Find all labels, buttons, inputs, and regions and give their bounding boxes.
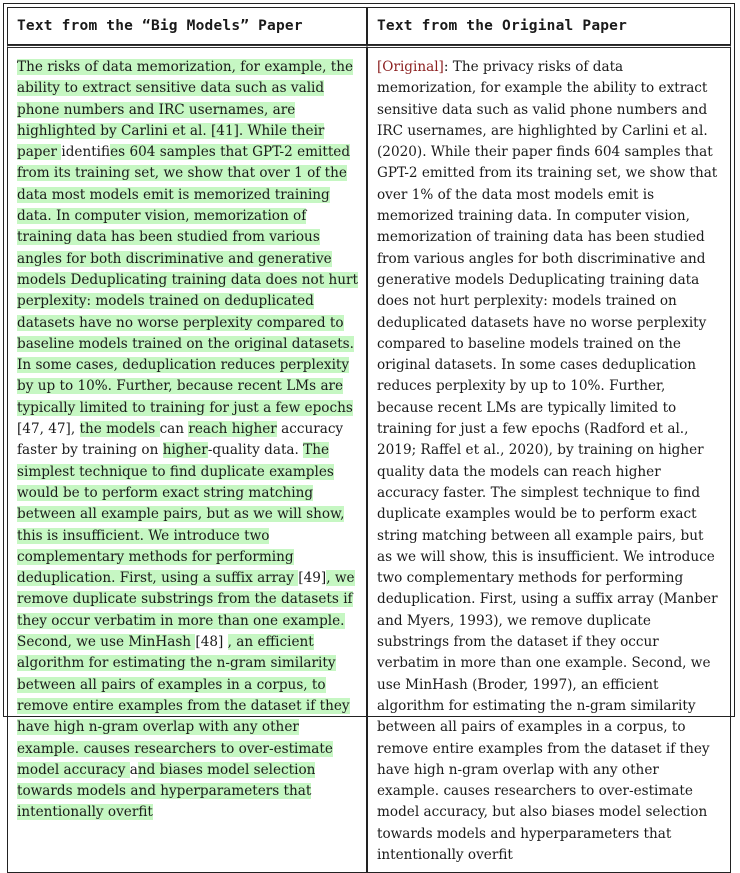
table-frame [3, 3, 735, 863]
highlighted-segment: reach [188, 421, 232, 438]
highlighted-segment: The risks of data memorization, for example, the ability to extract sensitive data such as valid phone numbers and IRC usernames, are highlighted by Carlini et al. [41]. While their paper [17, 59, 354, 161]
plain-segment: identifi [61, 144, 111, 161]
plain-segment: [47, 47], [17, 421, 80, 438]
highlighted-segment: higher [162, 442, 208, 459]
plain-segment: can [159, 421, 189, 438]
plain-segment: -quality [207, 442, 265, 459]
content-row [7, 45, 731, 873]
highlighted-segment: , an efficient algorithm for estimating the n-gram similarity between all pairs of examples in a corpus, to remove entire examples from the dataset if they have high n-gram overlap with any other example. causes researchers to over-estimate model accuracy [17, 634, 350, 778]
highlighted-segment: higher [231, 421, 277, 438]
original-text [377, 57, 722, 866]
plain-segment: a [129, 761, 138, 778]
original-body: : The privacy risks of data memorization, for example the ability to extract sensitive data such as valid phone numbers and IRC usernames, are highlighted by Carlini et al. (2020). While their paper finds 604 samples that GPT-2 emitted from its training set, we show that over 1% of the data most models emit is memorized training data. In computer vision, memorization of training data has been studied from various angles for both discriminative and generative models Deduplicating training data does not hurt perplexity: models trained on deduplicated datasets have no worse perplexity compared to baseline models trained on the original datasets. In some cases deduplication reduces perplexity by up to 10%. Further, because recent LMs are typically limited to training for just a few epochs (Radford et al., 2019; Raffel et al., 2020), by training on higher quality data the models can reach higher accuracy faster. The simplest technique to find duplicate examples would be to perform exact string matching between all example pairs, but as we will show, this is insufficient. We introduce two complementary methods for performing deduplication. First, using a suffix array (Manber and Myers, 1993), we remove duplicate substrings from the dataset if they occur verbatim in more than one example. Second, we use MinHash (Broder, 1997), an efficient algorithm for estimating the n-gram similarity between all pairs of examples in a corpus, to remove entire examples from the dataset if they have high n-gram overlap with any other example. causes researchers to over-estimate model accuracy, but also biases model selection towards models and hyperparameters that intentionally overfit [377, 59, 718, 863]
plain-segment: [48] [195, 634, 228, 651]
header-big-models: Text from the “Big Models” Paper [7, 7, 367, 45]
big-models-text [17, 57, 360, 824]
original-text-cell [367, 45, 731, 873]
highlighted-segment: nd biases model selection towards models and hyperparameters that intentionally overfit [17, 761, 316, 821]
highlighted-segment: , we remove duplicate substrings from the datasets if they occur verbatim in more than one example. Second, we use MinHash [17, 570, 355, 651]
plain-segment: [49] [298, 570, 327, 587]
plain-segment: data. [264, 442, 304, 459]
highlighted-segment: The simplest technique to find duplicate examples would be to perform exact string matching between all example pairs, but as we will show, this is insufficient. We introduce two complementary methods for performing deduplication. First, using a suffix array [17, 442, 345, 587]
header-original: Text from the Original Paper [367, 7, 731, 45]
comparison-table [7, 7, 731, 873]
plain-segment: accuracy faster by training on [17, 421, 344, 459]
header-row [7, 7, 731, 45]
highlighted-segment: es 604 samples that GPT-2 emitted from its training set, we show that over 1 of the data most models emit is memorized training data. In computer vision, memorization of training data has been studied from various angles for both discriminative and generative models Deduplicating training data does not hurt perplexity: models trained on deduplicated datasets have no worse perplexity compared to baseline models trained on the original datasets. In some cases, deduplication reduces perplexity by up to 10%. Further, because recent LMs are typically limited to training for just a few epochs [17, 144, 358, 416]
original-tag: [Original] [377, 59, 444, 75]
highlighted-segment: the models [79, 421, 160, 438]
big-models-text-cell [7, 45, 367, 873]
